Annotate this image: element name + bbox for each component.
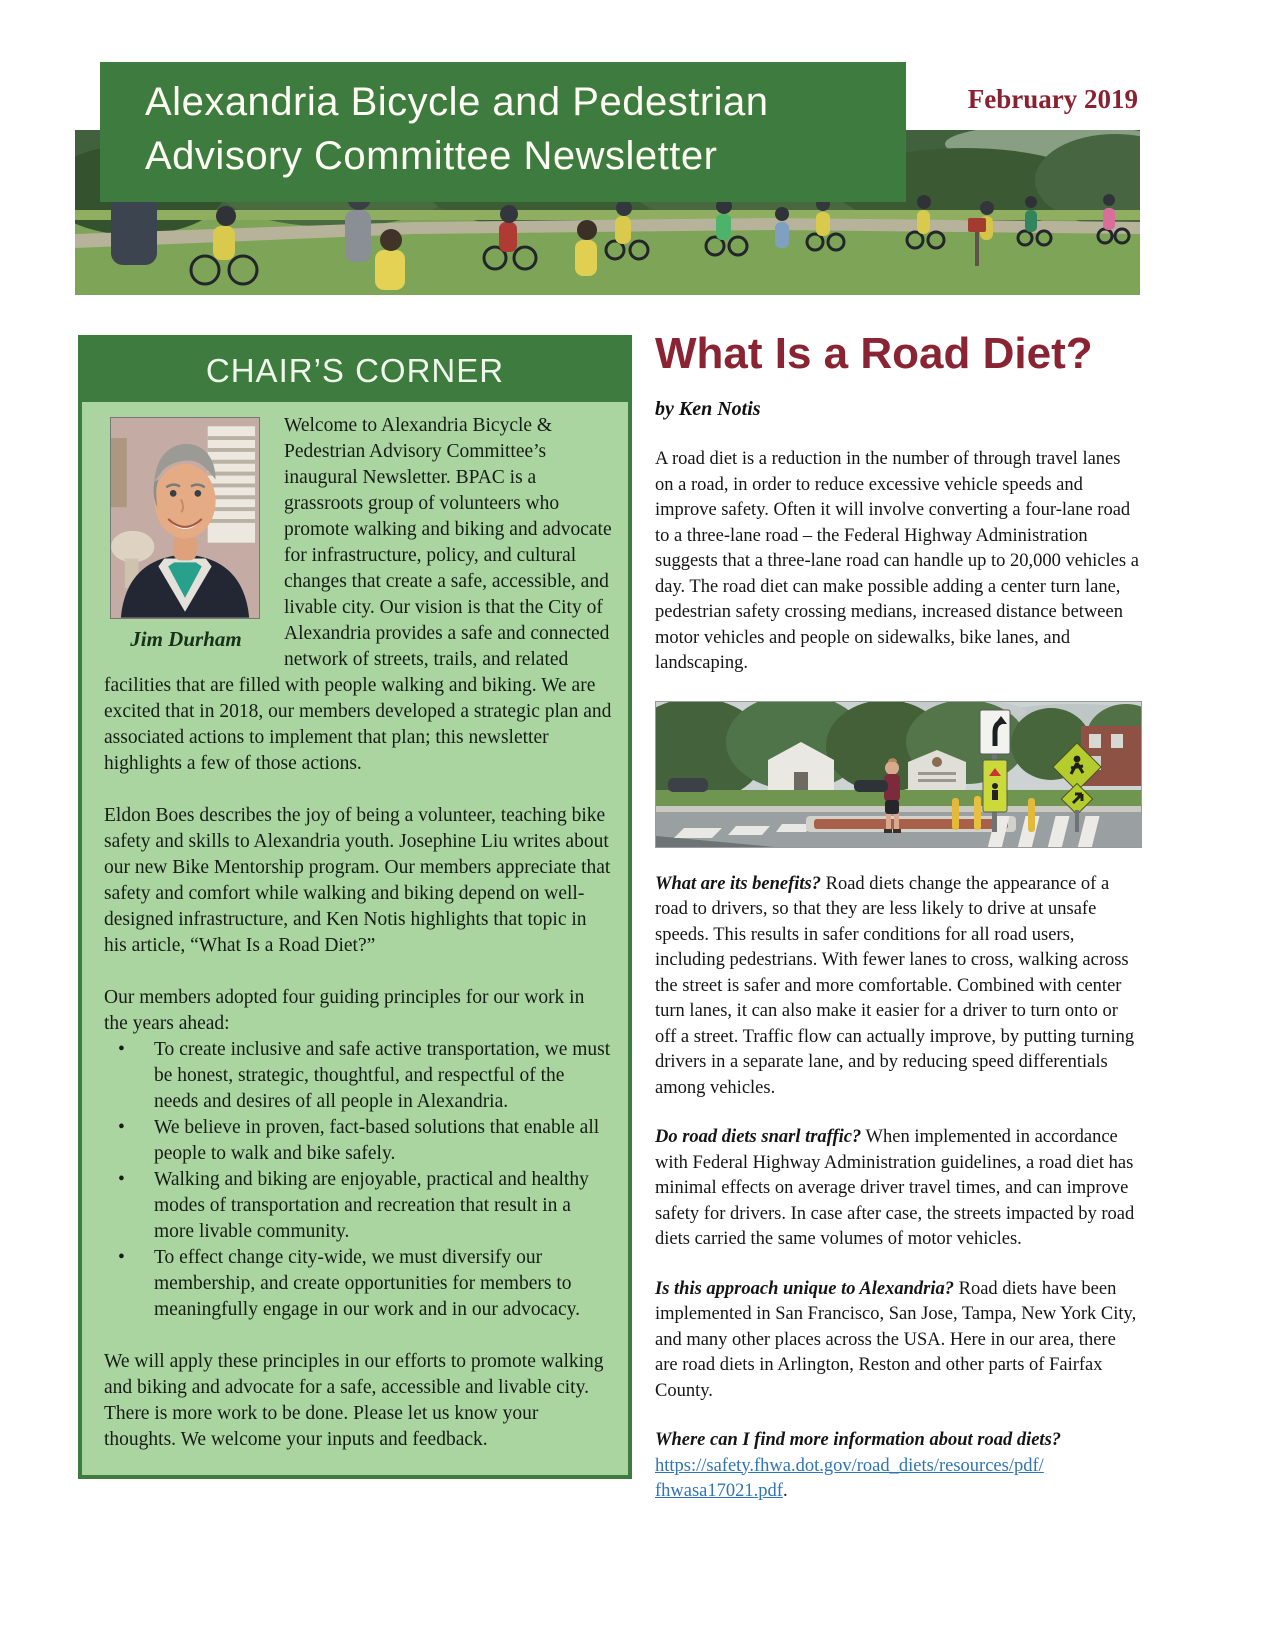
benefits-lead: What are its benefits? xyxy=(655,873,821,894)
newsletter-title-line2: Advisory Committee Newsletter xyxy=(145,134,718,178)
jim-durham-photo xyxy=(110,417,260,619)
chairs-corner-panel xyxy=(78,335,632,1479)
road-diets-pdf-link[interactable] xyxy=(655,1456,1044,1502)
newsletter-title-line1: Alexandria Bicycle and Pedestrian xyxy=(145,80,769,124)
unique-approach-paragraph xyxy=(655,1277,1142,1405)
chairs-corner-body xyxy=(82,401,628,1475)
unique-approach-text: Road diets have been implemented in San Francisco, San Jose, Tampa, New York City, and many other places across the USA. Here in our area, there are road diets in Arlington, Reston and other parts of Fairfax County. xyxy=(655,1278,1137,1401)
snarl-traffic-text: When implemented in accordance with Federal Highway Administration guidelines, a road diet has minimal effects on average driver travel times, and can improve safety for drivers. In case after case, the streets impacted by road diets carried the same volumes of motor vehicles. xyxy=(655,1127,1135,1249)
benefits-text: Road diets change the appearance of a road to drivers, so that they are less likely to drive at unsafe speeds. This results in safer conditions for all road users, including pedestrians. With fewer lanes to cross, walking across the street is safer and more comfortable. Combined with center turn lanes, it can also make it easier for a driver to turn onto or off a street. Traffic flow can actually improve, by putting turning drivers in a separate lane, and by reducing speed differentials among vehicles. xyxy=(655,873,1135,1098)
principles-list xyxy=(104,1037,612,1323)
chairs-corner-heading: CHAIR’S CORNER xyxy=(205,352,505,389)
chairs-paragraph-2: Eldon Boes describes the joy of being a volunteer, teaching bike safety and skills to Alexandria youth. Josephine Liu writes about our new Bike Mentorship program. Our members appreciate that safety and comfort while walking and biking depend on well-designed infrastructure, and Ken Notis highlights that topic in his article, “What Is a Road Diet?” xyxy=(104,805,611,956)
principle-item-1: • To create inclusive and safe active transportation, we must be honest, strategic, thoughtful, and respectful of the needs and desires of all people in Alexandria. xyxy=(104,1037,612,1115)
road-diet-photo xyxy=(655,701,1142,848)
newsletter-title xyxy=(145,75,886,183)
masthead xyxy=(100,62,906,202)
issue-date: February 2019 xyxy=(967,84,1138,114)
unique-approach-lead: Is this approach unique to Alexandria? xyxy=(655,1278,954,1299)
more-info-paragraph xyxy=(655,1428,1142,1505)
article-title: What Is a Road Diet? xyxy=(655,329,1093,378)
snarl-traffic-lead: Do road diets snarl traffic? xyxy=(655,1127,862,1147)
principles-intro: Our members adopted four guiding principles for our work in the years ahead: xyxy=(104,987,585,1034)
benefits-paragraph xyxy=(655,872,1142,1102)
chairs-intro-paragraph: Welcome to Alexandria Bicycle & Pedestrian Advisory Committee’s inaugural Newsletter. BPAC is a grassroots group of volunteers who promote walking and biking and advocate for infrastructure, policy, and cultural changes that create a safe, accessible, and livable city. Our vision is that the City of Alexandria provides a safe and connected network of streets, trails, and related facilities that are filled with people walking and biking. We are excited that in 2018, our members developed a strategic plan and associated actions to implement that plan; this newsletter highlights a few of those actions. xyxy=(104,415,612,774)
portrait-caption: Jim Durham xyxy=(130,627,242,651)
road-diet-article xyxy=(655,330,1142,1505)
chairs-closing-paragraph: We will apply these principles in our efforts to promote walking and biking and advocate for a safe, accessible and livable city. There is more work to be done. Please let us know your thoughts. We welcome your inputs and feedback. xyxy=(104,1351,604,1450)
more-info-block xyxy=(655,1428,1142,1505)
pdf-link-line2: fhwasa17021.pdf xyxy=(655,1481,783,1501)
road-diet-photo-illustration xyxy=(656,702,1142,848)
article-intro-paragraph: A road diet is a reduction in the number of through travel lanes on a road, in order to reduce excessive vehicle speeds and improve safety. Often it will involve converting a four-lane road to a three-lane road – the Federal Highway Administration suggests that a three-lane road can handle up to 20,000 vehicles a day. The road diet can make possible adding a center turn lane, pedestrian safety crossing medians, increased distance between motor vehicles and people on sidewalks, bike lanes, and landscaping. xyxy=(655,449,1139,673)
pdf-link-line1: https://safety.fhwa.dot.gov/road_diets/resources/pdf/ xyxy=(655,1455,1044,1476)
pdf-link-suffix: . xyxy=(782,1481,788,1501)
principle-item-3: • Walking and biking are enjoyable, practical and healthy modes of transportation and recreation that result in a more livable community. xyxy=(104,1167,612,1245)
article-byline: by Ken Notis xyxy=(655,398,761,420)
chair-portrait-figure xyxy=(110,417,262,652)
snarl-traffic-paragraph xyxy=(655,1125,1142,1253)
chairs-corner-header xyxy=(81,338,629,402)
more-info-lead: Where can I find more information about road diets? xyxy=(655,1430,1062,1450)
principle-item-4: • To effect change city-wide, we must diversify our membership, and create opportunities for members to meaningfully engage in our work and in our advocacy. xyxy=(104,1245,612,1323)
principle-item-2: • We believe in proven, fact-based solutions that enable all people to walk and bike safely. xyxy=(104,1115,612,1167)
